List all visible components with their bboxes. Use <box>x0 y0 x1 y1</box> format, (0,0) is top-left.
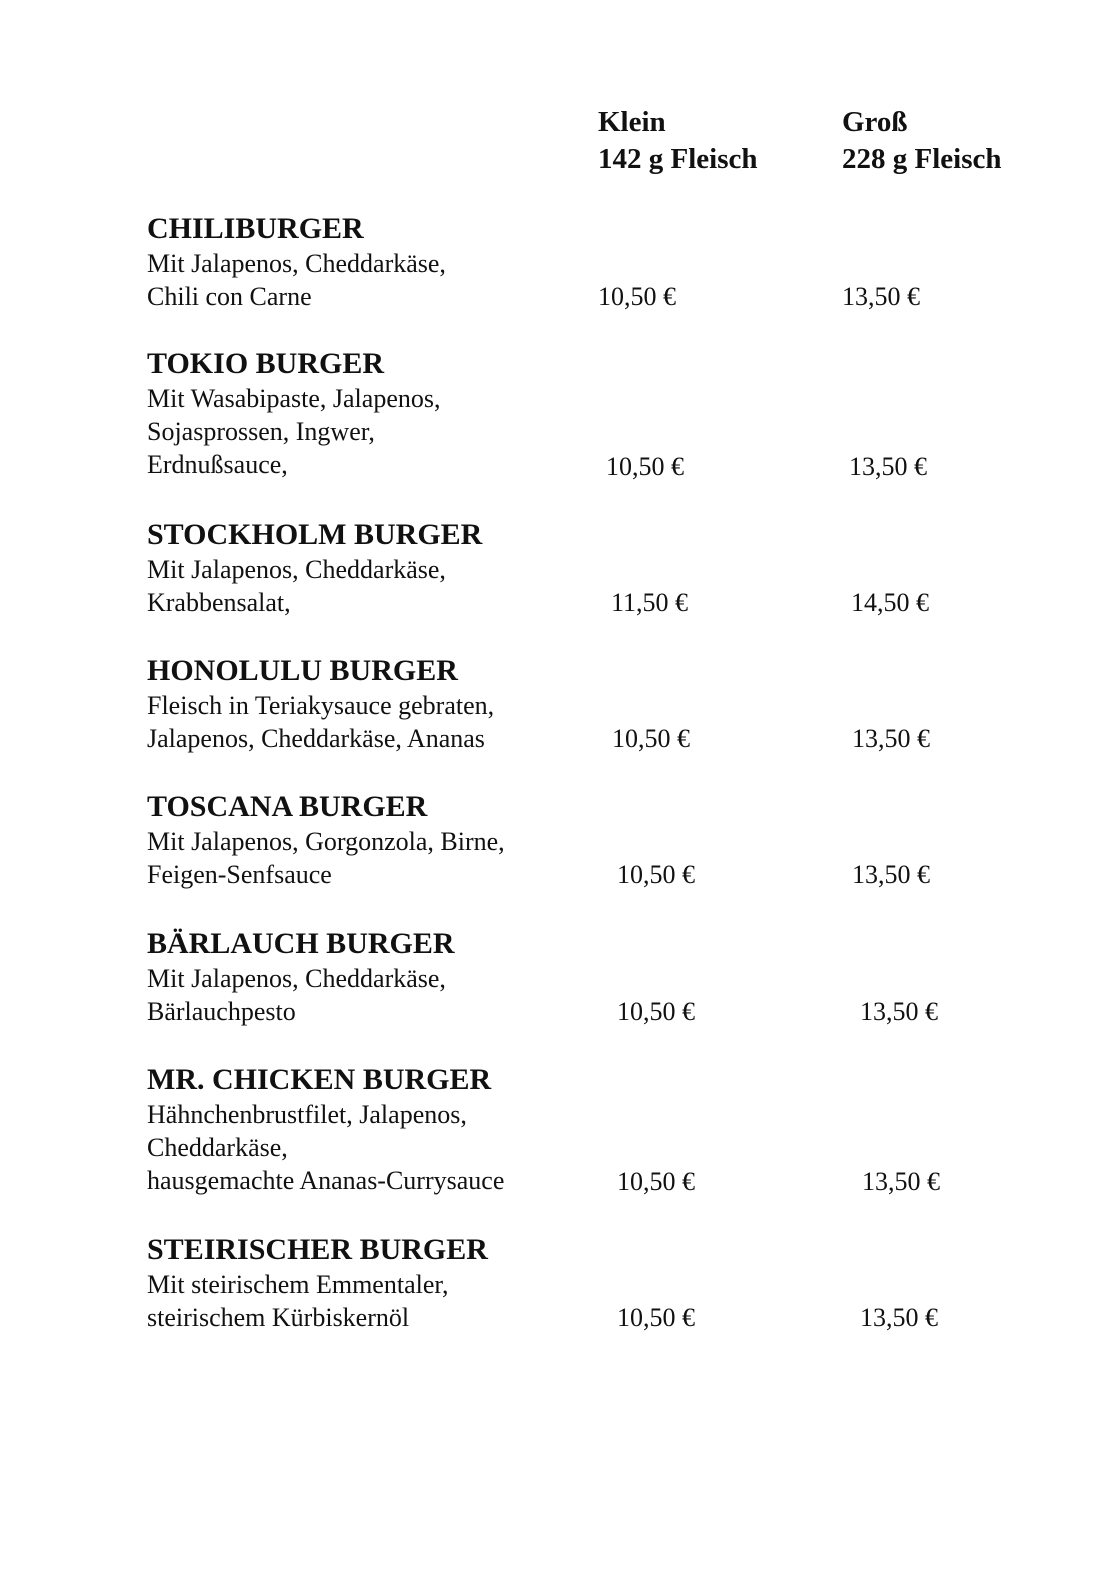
item-name: TOKIO BURGER <box>147 347 384 380</box>
item-price-large: 14,50 € <box>851 588 929 617</box>
column-header-large-sub: 228 g Fleisch <box>842 143 1002 175</box>
item-name: STOCKHOLM BURGER <box>147 518 483 551</box>
menu-item <box>147 926 1007 1028</box>
item-price-large: 13,50 € <box>852 724 930 753</box>
item-name: TOSCANA BURGER <box>147 790 428 823</box>
item-price-large: 13,50 € <box>860 997 938 1026</box>
menu-item <box>147 789 1007 891</box>
item-name: MR. CHICKEN BURGER <box>147 1063 492 1096</box>
item-description-line: hausgemachte Ananas-Currysauce <box>147 1166 505 1195</box>
menu-item <box>147 211 1007 313</box>
menu-item <box>147 517 1007 619</box>
column-header-small <box>598 104 758 178</box>
item-description-line: Bärlauchpesto <box>147 997 296 1026</box>
column-header-small-label: Klein <box>598 106 666 138</box>
item-price-small: 10,50 € <box>617 1303 695 1332</box>
item-description-line: Mit Jalapenos, Cheddarkäse, <box>147 964 446 993</box>
item-description-line: Jalapenos, Cheddarkäse, Ananas <box>147 724 485 753</box>
item-price-large: 13,50 € <box>842 282 920 311</box>
item-description-line: Sojasprossen, Ingwer, <box>147 417 375 446</box>
column-header-small-sub: 142 g Fleisch <box>598 143 758 175</box>
item-description-line: Mit Jalapenos, Cheddarkäse, <box>147 555 446 584</box>
item-description-line: Krabbensalat, <box>147 588 291 617</box>
item-description-line: steirischem Kürbiskernöl <box>147 1303 410 1332</box>
menu-item <box>147 653 1007 755</box>
column-header-large <box>842 104 1002 178</box>
item-price-small: 10,50 € <box>598 282 676 311</box>
item-description-line: Feigen-Senfsauce <box>147 860 332 889</box>
item-price-small: 10,50 € <box>617 860 695 889</box>
item-price-small: 11,50 € <box>611 588 689 617</box>
item-name: BÄRLAUCH BURGER <box>147 927 455 960</box>
item-price-small: 10,50 € <box>617 1167 695 1196</box>
menu-item <box>147 346 1007 481</box>
item-description-line: Fleisch in Teriakysauce gebraten, <box>147 691 495 720</box>
menu-item <box>147 1062 1007 1197</box>
item-price-large: 13,50 € <box>862 1167 940 1196</box>
column-header-large-label: Groß <box>842 106 908 138</box>
item-description-line: Mit Wasabipaste, Jalapenos, <box>147 384 441 413</box>
menu-item <box>147 1232 1007 1334</box>
item-price-small: 10,50 € <box>617 997 695 1026</box>
item-description-line: Erdnußsauce, <box>147 450 288 479</box>
item-name: STEIRISCHER BURGER <box>147 1233 488 1266</box>
item-price-small: 10,50 € <box>606 452 684 481</box>
item-price-large: 13,50 € <box>860 1303 938 1332</box>
item-description-line: Mit Jalapenos, Cheddarkäse, <box>147 249 446 278</box>
item-description-line: Cheddarkäse, <box>147 1133 288 1162</box>
item-price-small: 10,50 € <box>612 724 690 753</box>
item-price-large: 13,50 € <box>852 860 930 889</box>
item-description-line: Mit steirischem Emmentaler, <box>147 1270 449 1299</box>
item-description-line: Chili con Carne <box>147 282 312 311</box>
item-description-line: Mit Jalapenos, Gorgonzola, Birne, <box>147 827 505 856</box>
item-name: CHILIBURGER <box>147 212 364 245</box>
item-name: HONOLULU BURGER <box>147 654 458 687</box>
item-description-line: Hähnchenbrustfilet, Jalapenos, <box>147 1100 467 1129</box>
item-price-large: 13,50 € <box>849 452 927 481</box>
